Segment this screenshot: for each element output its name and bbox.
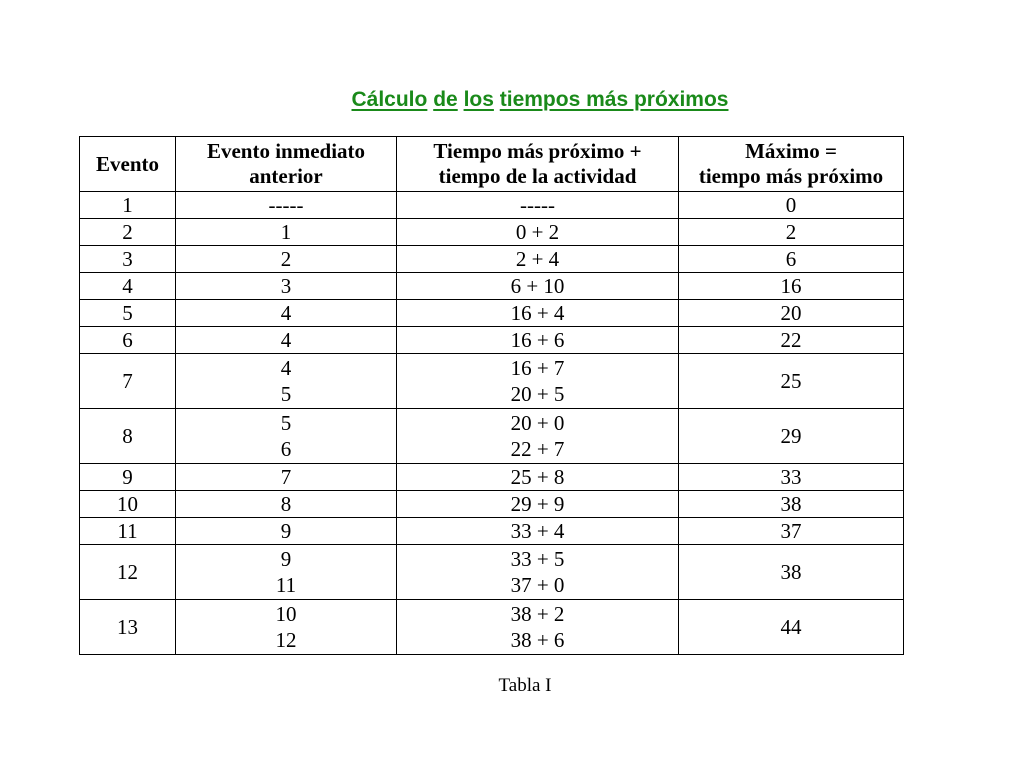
cell-evento: 2 [80,219,176,246]
cell-evento-anterior [176,491,397,518]
cell-tiempo-calculo [397,464,679,491]
cell-line: 6 [280,437,292,461]
cell-line: 11 [275,573,297,597]
cell-maximo: 37 [679,518,904,545]
cell-line: 4 [280,356,292,380]
cell-maximo: 20 [679,300,904,327]
cell-maximo: 44 [679,600,904,655]
header-row [80,137,904,192]
cell-maximo: 2 [679,219,904,246]
page-title [0,88,1024,112]
table-row [80,273,904,300]
cell-evento: 6 [80,327,176,354]
table-row [80,409,904,464]
cell-tiempo-calculo [397,354,679,409]
cell-maximo: 33 [679,464,904,491]
table-row [80,327,904,354]
table-caption: Tabla I [498,675,552,696]
cell-maximo: 0 [679,192,904,219]
cell-tiempo-calculo [397,219,679,246]
table-body [80,192,904,655]
cell-maximo: 6 [679,246,904,273]
cell-evento: 9 [80,464,176,491]
header-line: Máximo = [745,139,837,163]
cell-line: 2 [280,247,292,271]
cell-maximo: 22 [679,327,904,354]
cell-line: 9 [280,519,292,543]
cell-evento: 4 [80,273,176,300]
table-row [80,491,904,518]
header-evento [80,137,176,192]
title-word: de [433,88,458,111]
cell-line: ----- [268,193,304,217]
cell-line: 2 + 4 [515,247,560,271]
cell-evento-anterior [176,192,397,219]
table-row [80,192,904,219]
cell-evento-anterior [176,219,397,246]
table-row [80,246,904,273]
cell-evento-anterior [176,300,397,327]
header-line: tiempo más próximo [698,164,884,188]
title-word: los [463,88,494,111]
header-line: Evento [96,151,159,176]
cell-evento-anterior [176,246,397,273]
table-row [80,600,904,655]
table-row [80,354,904,409]
cell-line: 3 [280,274,292,298]
cell-line: 5 [280,382,292,406]
cell-line: 16 + 4 [510,301,565,325]
cell-evento: 10 [80,491,176,518]
cell-evento-anterior [176,464,397,491]
cell-line: 10 [275,602,297,626]
cell-evento: 5 [80,300,176,327]
cell-maximo: 38 [679,491,904,518]
table-header [80,137,904,192]
table-row [80,545,904,600]
table-row [80,300,904,327]
cell-evento-anterior [176,518,397,545]
cell-tiempo-calculo [397,491,679,518]
cell-evento: 8 [80,409,176,464]
cell-evento: 7 [80,354,176,409]
table-row [80,219,904,246]
cell-tiempo-calculo [397,600,679,655]
table-row [80,464,904,491]
cell-evento: 1 [80,192,176,219]
cell-evento-anterior [176,600,397,655]
header-tiempo-calculo [397,137,679,192]
cell-evento-anterior [176,327,397,354]
title-word: tiempos más próximos [499,88,729,111]
cell-evento: 3 [80,246,176,273]
cell-tiempo-calculo [397,518,679,545]
header-line: tiempo de la actividad [438,164,637,188]
cell-line: 25 + 8 [510,465,565,489]
cell-line: 38 + 6 [510,628,565,652]
cell-maximo: 29 [679,409,904,464]
cell-line: 8 [280,492,292,516]
cell-line: 7 [280,465,292,489]
cell-evento: 13 [80,600,176,655]
cell-line: 12 [275,628,297,652]
cell-line: 9 [280,547,292,571]
cell-line: ----- [520,193,555,217]
cell-maximo: 38 [679,545,904,600]
cell-evento: 12 [80,545,176,600]
cell-line: 33 + 5 [510,547,565,571]
cell-line: 20 + 5 [510,382,565,406]
cell-line: 4 [280,301,292,325]
cell-line: 4 [280,328,292,352]
header-maximo [679,137,904,192]
header-line: anterior [249,164,323,188]
cell-tiempo-calculo [397,273,679,300]
cell-line: 5 [280,411,292,435]
cell-line: 6 + 10 [510,274,565,298]
cell-line: 0 + 2 [515,220,560,244]
cell-maximo: 25 [679,354,904,409]
cell-tiempo-calculo [397,192,679,219]
cell-evento-anterior [176,409,397,464]
cell-line: 20 + 0 [510,411,565,435]
cell-maximo: 16 [679,273,904,300]
cell-tiempo-calculo [397,246,679,273]
cell-evento-anterior [176,545,397,600]
cell-line: 29 + 9 [510,492,565,516]
cell-line: 1 [280,220,292,244]
table-row [80,518,904,545]
cell-line: 16 + 7 [510,356,565,380]
cell-evento-anterior [176,354,397,409]
events-table [79,136,904,655]
cell-line: 22 + 7 [510,437,565,461]
cell-tiempo-calculo [397,545,679,600]
cell-line: 37 + 0 [510,573,565,597]
cell-evento: 11 [80,518,176,545]
cell-line: 16 + 6 [510,328,565,352]
header-evento-anterior [176,137,397,192]
title-word: Cálculo [351,88,428,111]
cell-tiempo-calculo [397,327,679,354]
cell-line: 38 + 2 [510,602,565,626]
header-line: Tiempo más próximo + [433,139,642,163]
cell-line: 33 + 4 [510,519,565,543]
cell-tiempo-calculo [397,409,679,464]
cell-evento-anterior [176,273,397,300]
cell-tiempo-calculo [397,300,679,327]
header-line: Evento inmediato [206,139,366,163]
